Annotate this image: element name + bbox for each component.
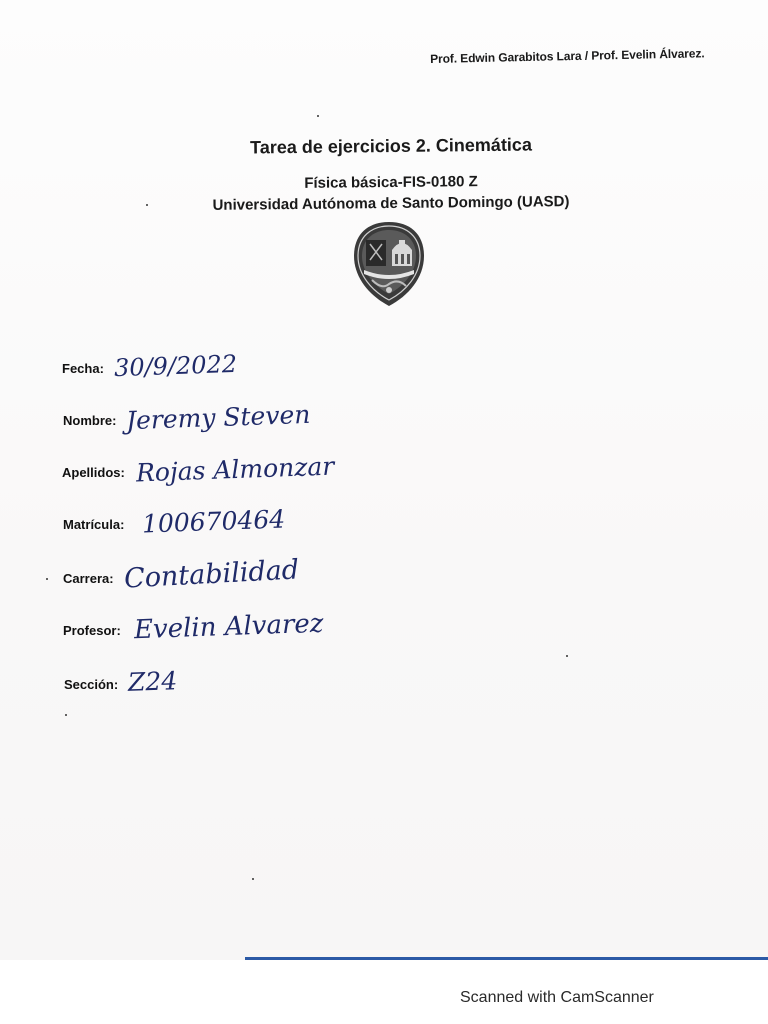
fecha-value: 30/9/2022	[113, 349, 238, 383]
professors-header: Prof. Edwin Garabitos Lara / Prof. Evelin Álvarez.	[430, 46, 705, 66]
camscanner-watermark: Scanned with CamScanner	[460, 989, 654, 1006]
matricula-label: Matrícula:	[63, 517, 125, 532]
assignment-title: Tarea de ejercicios 2. Cinemática	[249, 134, 532, 158]
course-name: Física básica-FIS-0180 Z	[304, 173, 478, 192]
apellidos-value: Rojas Almonzar	[135, 451, 335, 488]
matricula-value: 100670464	[141, 504, 286, 539]
scan-speck	[317, 115, 319, 117]
seccion-label: Sección:	[64, 677, 119, 692]
profesor-value: Evelin Alvarez	[133, 608, 324, 646]
scan-speck	[65, 714, 67, 716]
scan-speck	[566, 655, 568, 657]
university-name: Universidad Autónoma de Santo Domingo (UASD)	[212, 193, 570, 214]
seccion-value: Z24	[127, 666, 178, 697]
carrera-value: Contabilidad	[123, 554, 300, 595]
nombre-value: Jeremy Steven	[125, 399, 311, 436]
scan-speck	[46, 578, 48, 580]
scan-speck	[252, 878, 254, 880]
apellidos-label: Apellidos:	[62, 465, 125, 480]
carrera-label: Carrera:	[63, 571, 114, 586]
nombre-label: Nombre:	[63, 413, 117, 428]
scan-speck	[146, 204, 148, 206]
profesor-label: Profesor:	[63, 623, 121, 638]
uasd-seal-icon	[352, 220, 426, 308]
fecha-label: Fecha:	[62, 361, 104, 376]
